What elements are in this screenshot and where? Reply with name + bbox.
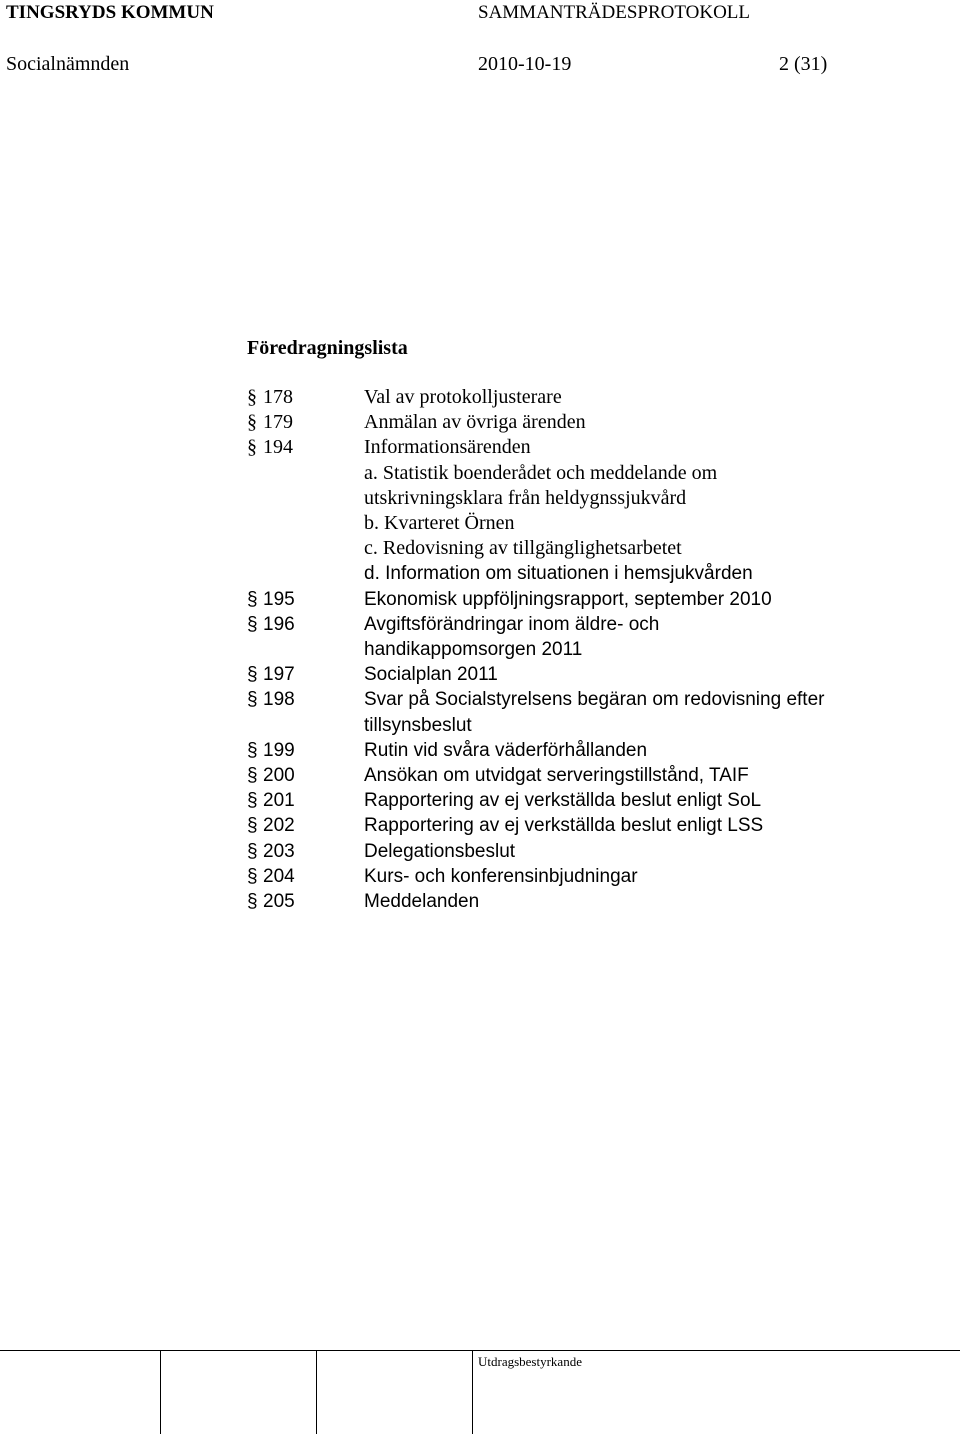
agenda-item-text: Socialplan 2011 (364, 664, 498, 686)
footer-rule (0, 1350, 960, 1351)
agenda-item (247, 864, 887, 889)
agenda-item-text: a. Statistik boenderådet och meddelande om (364, 461, 718, 484)
agenda-list (247, 385, 887, 914)
item-number: 197 (263, 664, 295, 686)
agenda-item-text: Rapportering av ej verkställda beslut enligt LSS (364, 815, 764, 837)
agenda-item-number (247, 385, 364, 410)
agenda-item (247, 561, 887, 586)
page-title: Föredragningslista (247, 337, 408, 359)
agenda-item-number (247, 637, 364, 662)
agenda-item (247, 461, 887, 486)
agenda-item-text: d. Information om situationen i hemsjukvården (364, 563, 753, 585)
agenda-item-number (247, 763, 364, 788)
agenda-item-text: Ansökan om utvidgat serveringstillstånd, TAIF (364, 765, 749, 787)
agenda-item-number (247, 587, 364, 612)
agenda-item-number (247, 813, 364, 838)
item-number: 195 (263, 588, 295, 610)
footer-divider (316, 1350, 317, 1434)
agenda-item-text: handikappomsorgen 2011 (364, 639, 583, 661)
agenda-item (247, 813, 887, 838)
agenda-item (247, 410, 887, 435)
agenda-item-number (247, 435, 364, 460)
agenda-item (247, 486, 887, 511)
agenda-item-number (247, 788, 364, 813)
item-number: 203 (263, 840, 295, 862)
agenda-item (247, 511, 887, 536)
agenda-item-number (247, 612, 364, 637)
agenda-item-number (247, 486, 364, 511)
agenda-item-number (247, 687, 364, 712)
agenda-item-number (247, 561, 364, 586)
agenda-item (247, 687, 887, 712)
item-number: 178 (263, 386, 293, 408)
item-number: 194 (263, 436, 293, 459)
agenda-item-number (247, 410, 364, 435)
section-symbol: § (247, 790, 258, 812)
item-number: 201 (263, 790, 295, 812)
agenda-item-number (247, 461, 364, 486)
section-symbol: § (247, 815, 258, 837)
section-symbol: § (247, 891, 258, 913)
agenda-item-text: Informationsärenden (364, 436, 531, 459)
item-number: 205 (263, 891, 295, 913)
agenda-item-text: Kurs- och konferensinbjudningar (364, 865, 638, 887)
agenda-item (247, 713, 887, 738)
agenda-item-text: Ekonomisk uppföljningsrapport, september 2010 (364, 588, 772, 610)
agenda-item (247, 587, 887, 612)
section-symbol: § (247, 436, 257, 459)
section-symbol: § (247, 689, 258, 711)
agenda-item-number (247, 889, 364, 914)
agenda-item-number (247, 511, 364, 536)
committee-name: Socialnämnden (6, 53, 130, 75)
agenda-item (247, 763, 887, 788)
agenda-item (247, 738, 887, 763)
agenda-item-number (247, 662, 364, 687)
agenda-item-text: Anmälan av övriga ärenden (364, 411, 586, 434)
meeting-date: 2010-10-19 (478, 53, 572, 75)
agenda-item-text: Delegationsbeslut (364, 840, 516, 862)
section-symbol: § (247, 613, 258, 635)
agenda-item (247, 662, 887, 687)
agenda-item (247, 788, 887, 813)
document-type: SAMMANTRÄDESPROTOKOLL (478, 2, 751, 23)
agenda-item (247, 612, 887, 637)
footer-divider (472, 1350, 473, 1434)
agenda-item-text: Avgiftsförändringar inom äldre- och (364, 613, 660, 635)
item-number: 199 (263, 739, 295, 761)
page-number: 2 (31) (779, 53, 828, 75)
section-symbol: § (247, 739, 258, 761)
agenda-item-text: b. Kvarteret Örnen (364, 512, 515, 535)
agenda-item-text: tillsynsbeslut (364, 714, 472, 736)
section-symbol: § (247, 840, 258, 862)
agenda-item-number (247, 738, 364, 763)
section-symbol: § (247, 386, 257, 408)
agenda-item (247, 889, 887, 914)
agenda-item-number (247, 713, 364, 738)
agenda-item-number (247, 864, 364, 889)
item-number: 198 (263, 689, 295, 711)
agenda-item-text: Rutin vid svåra väderförhållanden (364, 739, 648, 761)
agenda-item-number (247, 536, 364, 561)
item-number: 196 (263, 613, 295, 635)
section-symbol: § (247, 765, 258, 787)
footer-label: Utdragsbestyrkande (478, 1354, 582, 1369)
municipality-name: TINGSRYDS KOMMUN (6, 2, 214, 23)
agenda-item (247, 637, 887, 662)
agenda-item-number (247, 839, 364, 864)
item-number: 202 (263, 815, 295, 837)
agenda-item (247, 839, 887, 864)
section-symbol: § (247, 865, 258, 887)
section-symbol: § (247, 411, 257, 434)
agenda-item-text: Rapportering av ej verkställda beslut enligt SoL (364, 790, 762, 812)
agenda-item-text: utskrivningsklara från heldygnssjukvård (364, 486, 687, 509)
agenda-item-text: Val av protokolljusterare (364, 386, 562, 408)
section-symbol: § (247, 664, 258, 686)
agenda-item-text: c. Redovisning av tillgänglighetsarbetet (364, 537, 682, 560)
footer-divider (160, 1350, 161, 1434)
section-symbol: § (247, 588, 258, 610)
item-number: 200 (263, 765, 295, 787)
agenda-item (247, 435, 887, 460)
item-number: 204 (263, 865, 295, 887)
agenda-item-text: Svar på Socialstyrelsens begäran om redovisning efter (364, 689, 825, 711)
agenda-item-text: Meddelanden (364, 891, 480, 913)
agenda-item (247, 385, 887, 410)
item-number: 179 (263, 411, 293, 434)
agenda-item (247, 536, 887, 561)
